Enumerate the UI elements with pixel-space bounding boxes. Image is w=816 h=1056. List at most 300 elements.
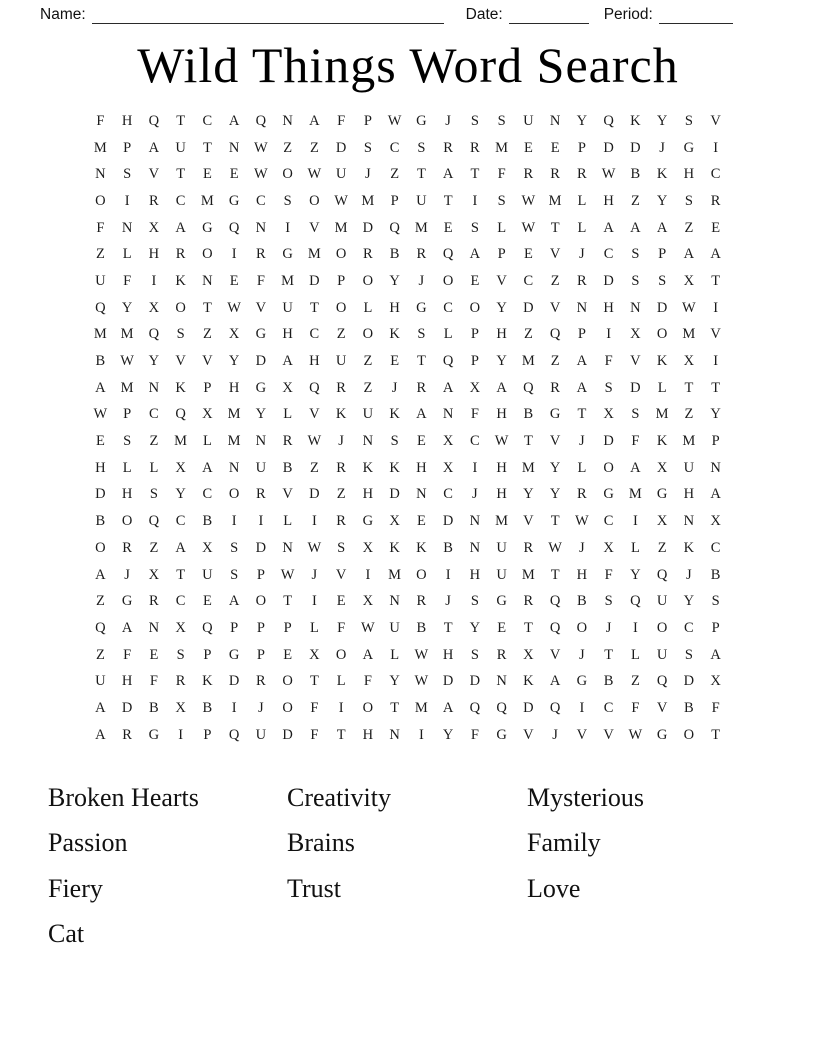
grid-letter: P	[203, 379, 212, 396]
word-list-item: Family	[527, 828, 601, 857]
grid-letter: G	[656, 486, 668, 503]
grid-letter: N	[442, 406, 454, 423]
grid-letter: Z	[309, 139, 319, 156]
grid-letter: G	[148, 726, 160, 743]
grid-letter: D	[389, 486, 400, 503]
grid-letter: N	[389, 726, 400, 743]
grid-letter: Z	[630, 192, 640, 209]
grid-letter: P	[283, 619, 292, 636]
grid-letter: T	[523, 433, 533, 450]
grid-letter: W	[120, 353, 134, 370]
grid-letter: Z	[309, 459, 319, 476]
grid-letter: C	[603, 699, 614, 716]
grid-letter: R	[550, 166, 560, 183]
grid-letter: R	[363, 246, 373, 263]
grid-letter: C	[175, 593, 186, 610]
grid-letter: D	[683, 673, 695, 690]
date-field	[466, 6, 589, 24]
grid-letter: K	[389, 539, 400, 556]
grid-letter: X	[469, 379, 481, 396]
grid-letter: D	[335, 139, 347, 156]
grid-letter: F	[604, 566, 613, 583]
grid-letter: N	[549, 112, 561, 129]
grid-letter: S	[470, 646, 479, 663]
grid-letter: W	[521, 192, 536, 209]
grid-letter: L	[443, 326, 453, 343]
grid-letter: G	[362, 513, 374, 530]
grid-letter: L	[363, 299, 373, 316]
grid-letter: F	[96, 112, 105, 129]
grid-letter: A	[362, 646, 374, 663]
grid-letter: O	[335, 246, 347, 263]
grid-letter: A	[603, 219, 614, 236]
grid-letter: K	[335, 406, 347, 423]
grid-letter: F	[337, 619, 346, 636]
grid-letter: J	[579, 646, 585, 663]
grid-letter: H	[496, 326, 507, 343]
grid-letter: T	[309, 299, 319, 316]
grid-letter: R	[577, 486, 587, 503]
grid-letter: Q	[148, 513, 160, 530]
grid-letter: H	[362, 726, 374, 743]
grid-letter: Y	[469, 619, 481, 636]
grid-letter: Y	[549, 486, 561, 503]
grid-letter: U	[175, 139, 186, 156]
grid-letter: F	[604, 353, 613, 370]
worksheet-header	[0, 0, 816, 24]
grid-letter: R	[256, 486, 266, 503]
grid-letter: B	[630, 166, 641, 183]
grid-letter: I	[258, 513, 264, 530]
word-list-column	[527, 775, 816, 912]
grid-letter: X	[656, 513, 668, 530]
grid-letter: R	[710, 192, 721, 209]
grid-letter: X	[282, 379, 293, 396]
grid-letter: T	[523, 619, 533, 636]
grid-letter: V	[496, 272, 507, 289]
grid-letter: T	[684, 379, 694, 396]
grid-letter: D	[469, 673, 481, 690]
grid-letter: G	[228, 192, 240, 209]
grid-letter: A	[228, 112, 240, 129]
grid-letter: T	[390, 699, 400, 716]
grid-letter: R	[175, 246, 186, 263]
grid-letter: G	[576, 673, 588, 690]
grid-letter: I	[632, 619, 638, 636]
date-label: Date:	[465, 6, 503, 23]
grid-letter: S	[631, 406, 640, 423]
grid-letter: W	[387, 112, 402, 129]
grid-letter: W	[254, 139, 268, 156]
grid-letter: I	[606, 326, 612, 343]
grid-letter: C	[603, 246, 614, 263]
grid-letter: B	[416, 619, 427, 636]
grid-letter: T	[550, 566, 560, 583]
word-list-item: Trust	[287, 873, 341, 903]
grid-letter: O	[95, 539, 106, 556]
grid-letter: D	[630, 379, 641, 396]
grid-letter: E	[497, 619, 507, 636]
grid-letter: Y	[228, 353, 240, 370]
grid-letter: O	[683, 726, 695, 743]
grid-letter: D	[603, 433, 614, 450]
word-list-item: Cat	[48, 919, 85, 948]
grid-letter: S	[684, 646, 693, 663]
grid-letter: Y	[576, 112, 588, 129]
grid-letter: O	[362, 326, 374, 343]
grid-letter: A	[95, 726, 106, 743]
grid-letter: A	[710, 486, 721, 503]
grid-letter: F	[310, 699, 319, 716]
grid-letter: Q	[389, 219, 400, 236]
grid-letter: K	[389, 406, 400, 423]
grid-letter: Q	[656, 673, 668, 690]
grid-letter: J	[579, 246, 585, 263]
grid-letter: J	[258, 699, 264, 716]
grid-letter: A	[148, 139, 160, 156]
grid-letter: R	[149, 192, 159, 209]
grid-letter: F	[631, 433, 640, 450]
grid-letter: L	[283, 513, 293, 530]
grid-letter: F	[123, 272, 132, 289]
grid-letter: Y	[656, 112, 668, 129]
grid-letter: W	[548, 539, 562, 556]
grid-letter: N	[95, 166, 106, 183]
grid-letter: R	[256, 673, 266, 690]
grid-letter: W	[280, 566, 295, 583]
grid-letter: V	[255, 299, 267, 316]
grid-letter: W	[307, 433, 322, 450]
grid-letter: X	[148, 219, 160, 236]
grid-letter: C	[175, 192, 186, 209]
grid-letter: Y	[710, 406, 721, 423]
grid-letter: A	[683, 246, 695, 263]
date-blank-line	[509, 8, 589, 24]
grid-letter: A	[416, 406, 427, 423]
grid-letter: G	[228, 646, 240, 663]
grid-letter: K	[656, 166, 668, 183]
grid-letter: Z	[630, 673, 640, 690]
grid-letter: J	[686, 566, 692, 583]
grid-letter: O	[656, 326, 668, 343]
grid-letter: D	[95, 486, 106, 503]
grid-letter: X	[683, 353, 695, 370]
grid-letter: K	[175, 272, 186, 289]
grid-letter: V	[309, 219, 320, 236]
grid-letter: S	[711, 593, 720, 610]
grid-letter: J	[579, 433, 585, 450]
grid-letter: K	[202, 673, 213, 690]
grid-letter: V	[282, 486, 293, 503]
grid-letter: N	[255, 219, 267, 236]
grid-letter: Y	[389, 272, 400, 289]
grid-letter: P	[337, 272, 346, 289]
grid-letter: M	[281, 272, 295, 289]
grid-letter: S	[470, 593, 479, 610]
grid-letter: O	[416, 566, 427, 583]
grid-letter: W	[414, 646, 429, 663]
grid-letter: Z	[684, 406, 694, 423]
grid-letter: I	[713, 299, 719, 316]
grid-letter: I	[713, 353, 719, 370]
grid-letter: S	[390, 433, 399, 450]
grid-letter: I	[472, 459, 478, 476]
grid-letter: Y	[389, 673, 400, 690]
grid-letter: G	[255, 326, 267, 343]
grid-letter: C	[309, 326, 320, 343]
name-field	[40, 6, 444, 24]
grid-letter: M	[548, 192, 562, 209]
grid-letter: X	[202, 539, 213, 556]
grid-letter: P	[470, 353, 479, 370]
grid-letter: S	[604, 379, 613, 396]
grid-letter: X	[523, 646, 534, 663]
grid-letter: O	[469, 299, 481, 316]
grid-letter: Q	[630, 593, 641, 610]
grid-letter: W	[601, 166, 616, 183]
grid-letter: X	[362, 539, 374, 556]
grid-letter: I	[445, 566, 451, 583]
grid-letter: D	[630, 139, 641, 156]
grid-letter: R	[256, 246, 266, 263]
grid-letter: T	[416, 353, 426, 370]
grid-letter: C	[603, 513, 614, 530]
grid-letter: A	[496, 379, 507, 396]
grid-letter: S	[631, 272, 640, 289]
grid-letter: T	[443, 619, 453, 636]
grid-letter: M	[628, 486, 642, 503]
grid-letter: F	[470, 406, 479, 423]
grid-letter: N	[389, 593, 400, 610]
grid-letter: S	[363, 139, 372, 156]
grid-letter: A	[282, 353, 293, 370]
grid-letter: V	[603, 726, 614, 743]
grid-letter: O	[656, 619, 668, 636]
grid-letter: K	[389, 459, 400, 476]
grid-letter: I	[285, 219, 291, 236]
grid-letter: U	[202, 566, 213, 583]
grid-letter: F	[96, 219, 105, 236]
grid-letter: R	[470, 139, 480, 156]
grid-letter: U	[95, 272, 106, 289]
grid-letter: V	[148, 166, 160, 183]
grid-letter: R	[149, 593, 159, 610]
grid-letter: D	[442, 673, 454, 690]
grid-letter: E	[523, 246, 533, 263]
grid-letter: O	[121, 513, 133, 530]
grid-letter: W	[254, 166, 268, 183]
grid-letter: B	[95, 353, 106, 370]
grid-letter: V	[202, 353, 213, 370]
grid-letter: L	[630, 539, 640, 556]
grid-letter: J	[552, 726, 558, 743]
grid-letter: M	[120, 326, 134, 343]
grid-letter: T	[176, 566, 186, 583]
grid-letter: U	[95, 673, 106, 690]
grid-letter: C	[175, 513, 186, 530]
grid-letter: N	[202, 272, 213, 289]
grid-letter: K	[656, 353, 668, 370]
grid-letter: Z	[336, 326, 346, 343]
grid-letter: X	[362, 593, 374, 610]
grid-letter: A	[576, 379, 588, 396]
period-field	[604, 6, 733, 24]
grid-letter: C	[470, 433, 480, 450]
grid-letter: L	[577, 459, 587, 476]
grid-letter: I	[231, 699, 237, 716]
grid-letter: X	[603, 539, 614, 556]
grid-letter: B	[523, 406, 534, 423]
grid-letter: X	[710, 673, 721, 690]
grid-letter: A	[95, 699, 106, 716]
grid-letter: Q	[549, 326, 561, 343]
grid-letter: W	[494, 433, 509, 450]
grid-letter: B	[684, 699, 694, 716]
word-list-item: Brains	[287, 828, 355, 857]
grid-letter: Z	[684, 219, 694, 236]
grid-letter: P	[577, 139, 586, 156]
grid-letter: I	[231, 246, 237, 263]
grid-letter: W	[307, 166, 322, 183]
grid-letter: H	[95, 459, 106, 476]
grid-letter: H	[683, 166, 695, 183]
grid-letter: B	[603, 673, 614, 690]
grid-letter: T	[443, 192, 453, 209]
grid-letter: P	[470, 326, 479, 343]
grid-letter: K	[416, 539, 427, 556]
grid-letter: E	[283, 646, 293, 663]
grid-letter: G	[416, 112, 427, 129]
grid-letter: I	[338, 699, 344, 716]
grid-letter: X	[683, 272, 695, 289]
grid-letter: S	[604, 593, 613, 610]
grid-letter: E	[711, 219, 721, 236]
grid-letter: R	[523, 593, 534, 610]
grid-letter: Z	[657, 539, 667, 556]
grid-letter: U	[416, 192, 427, 209]
grid-letter: W	[414, 673, 429, 690]
grid-letter: R	[523, 539, 534, 556]
grid-letter: Z	[95, 246, 105, 263]
grid-letter: M	[521, 353, 535, 370]
grid-letter: Y	[656, 192, 668, 209]
grid-letter: R	[496, 646, 507, 663]
grid-letter: R	[550, 379, 560, 396]
grid-letter: O	[282, 166, 293, 183]
grid-letter: N	[148, 379, 160, 396]
grid-letter: H	[121, 112, 133, 129]
grid-letter: H	[309, 353, 320, 370]
grid-letter: J	[124, 566, 130, 583]
grid-letter: M	[93, 326, 107, 343]
grid-letter: E	[229, 166, 239, 183]
grid-letter: F	[363, 673, 372, 690]
grid-letter: X	[228, 326, 240, 343]
grid-letter: P	[256, 646, 265, 663]
grid-letter: E	[202, 166, 212, 183]
grid-letter: V	[656, 699, 668, 716]
grid-letter: Q	[656, 566, 668, 583]
grid-letter: U	[683, 459, 695, 476]
grid-letter: Q	[469, 699, 481, 716]
grid-letter: V	[549, 246, 561, 263]
word-list-column	[287, 775, 527, 912]
grid-letter: N	[469, 513, 481, 530]
grid-letter: S	[123, 166, 132, 183]
grid-letter: J	[579, 539, 585, 556]
grid-letter: Q	[175, 406, 186, 423]
grid-letter: D	[282, 726, 293, 743]
grid-letter: R	[336, 513, 346, 530]
grid-letter: I	[124, 192, 130, 209]
grid-letter: T	[336, 726, 346, 743]
grid-letter: V	[309, 406, 320, 423]
grid-letter: D	[442, 513, 454, 530]
grid-letter: U	[523, 112, 534, 129]
grid-letter: O	[576, 619, 588, 636]
grid-letter: O	[95, 192, 106, 209]
grid-letter: W	[628, 726, 643, 743]
grid-letter: K	[656, 433, 668, 450]
grid-letter: G	[255, 379, 267, 396]
grid-letter: P	[123, 139, 132, 156]
grid-letter: M	[682, 326, 696, 343]
grid-letter: T	[550, 219, 560, 236]
grid-letter: Q	[603, 112, 614, 129]
grid-letter: L	[657, 379, 667, 396]
grid-letter: M	[521, 459, 535, 476]
grid-letter: Q	[95, 619, 106, 636]
grid-letter: A	[442, 166, 454, 183]
grid-letter: Q	[442, 353, 454, 370]
grid-letter: S	[497, 112, 506, 129]
word-list	[0, 775, 816, 957]
grid-letter: N	[469, 539, 481, 556]
grid-letter: P	[256, 566, 265, 583]
grid-letter: A	[656, 219, 668, 236]
grid-letter: S	[470, 219, 479, 236]
grid-letter: P	[577, 326, 586, 343]
grid-letter: Q	[549, 619, 561, 636]
grid-letter: M	[521, 566, 535, 583]
grid-letter: B	[282, 459, 293, 476]
grid-letter: N	[282, 539, 293, 556]
grid-letter: F	[256, 272, 265, 289]
grid-letter: C	[710, 539, 721, 556]
grid-letter: M	[682, 433, 696, 450]
grid-letter: H	[362, 486, 374, 503]
grid-letter: C	[710, 166, 721, 183]
grid-letter: T	[550, 513, 560, 530]
grid-letter: K	[175, 379, 186, 396]
grid-letter: Y	[630, 566, 641, 583]
grid-letter: A	[710, 246, 721, 263]
grid-letter: O	[202, 246, 213, 263]
grid-letter: S	[283, 192, 292, 209]
grid-letter: F	[310, 726, 319, 743]
grid-letter: P	[230, 619, 239, 636]
grid-letter: Z	[390, 166, 400, 183]
grid-letter: R	[523, 166, 534, 183]
grid-letter: E	[550, 139, 560, 156]
grid-letter: Z	[550, 353, 560, 370]
word-list-item: Love	[527, 873, 581, 903]
grid-letter: H	[683, 486, 695, 503]
grid-letter: K	[683, 539, 695, 556]
grid-letter: X	[148, 299, 160, 316]
grid-letter: D	[603, 139, 614, 156]
grid-letter: Y	[175, 486, 186, 503]
